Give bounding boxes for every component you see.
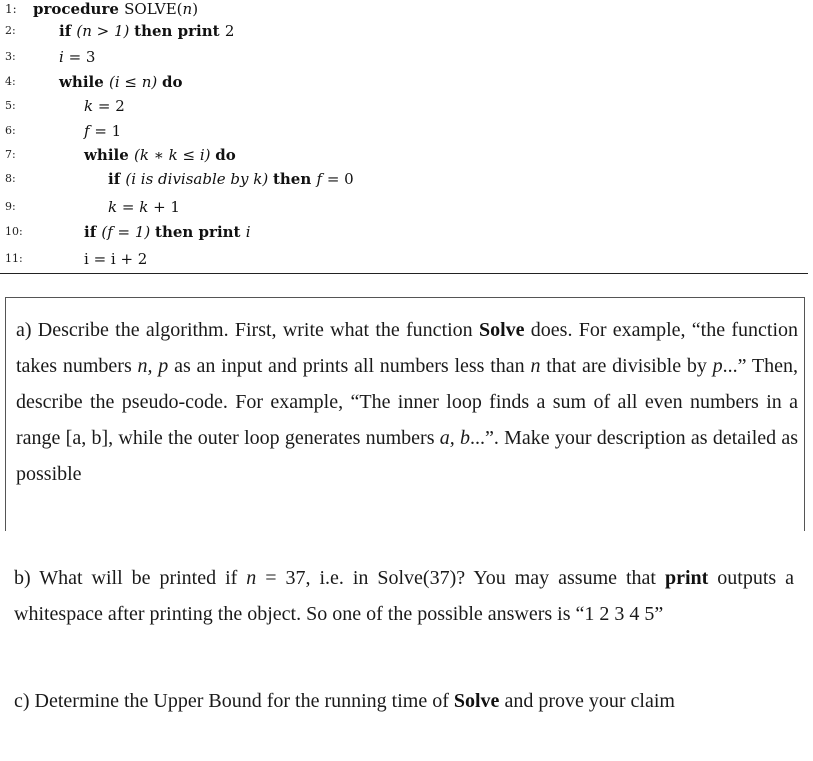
code-text: [84, 93, 125, 119]
code-token: (f = 1): [101, 223, 156, 241]
question-c-text: c) Determine the Upper Bound for the running time of: [14, 690, 454, 712]
code-token: k: [139, 198, 149, 216]
code-token: i = i + 2: [84, 250, 148, 268]
algorithm-bottom-rule: [0, 273, 808, 274]
code-token: while: [84, 146, 134, 164]
question-a-text: as an input and prints all numbers less than: [168, 355, 531, 377]
code-text: [108, 166, 354, 192]
code-token: k: [108, 198, 118, 216]
line-number: 4:: [5, 75, 16, 88]
code-token: f: [84, 122, 90, 140]
question-a-text: , while the outer loop generates numbers: [108, 427, 440, 449]
code-text: [84, 219, 251, 245]
line-number: 1:: [5, 2, 17, 16]
code-token: if: [84, 223, 102, 241]
code-token: =: [117, 198, 140, 216]
code-token: i: [59, 48, 64, 66]
code-text: [84, 246, 147, 272]
code-token: SOLVE(: [124, 0, 183, 18]
algorithm-listing: [0, 0, 813, 274]
question-a-text: does. For example, “the function takes numbers: [16, 319, 798, 377]
line-number: 3:: [5, 50, 16, 63]
code-token: 2: [224, 22, 235, 40]
question-a-text: a) Describe the algorithm. First, write what the function: [16, 319, 479, 341]
code-token: = 0: [322, 170, 354, 188]
question-b-text: = 37, i.e. in Solve(37)? You may assume that: [256, 567, 665, 589]
code-token: while: [59, 73, 109, 91]
line-number: 2:: [5, 24, 16, 37]
question-a-text: ...”. Make your description as detailed as possible: [16, 427, 799, 485]
code-token: (i is divisable by k): [125, 170, 273, 188]
line-number: 8:: [5, 172, 16, 185]
code-token: f: [316, 170, 323, 188]
code-token: do: [215, 146, 236, 164]
code-token: n: [182, 0, 193, 18]
code-text: [84, 118, 121, 144]
solve-term: Solve: [478, 319, 525, 341]
solve-term: Solve: [453, 690, 500, 712]
code-token: then: [272, 170, 317, 188]
code-token: = 3: [63, 48, 96, 66]
question-a-text: ...” Then, describe the pseudo-code. For example, “The inner loop finds a sum of all even numbers in a range: [16, 355, 799, 449]
code-token: do: [162, 73, 183, 91]
code-token: ): [192, 0, 199, 18]
line-number: 5:: [5, 99, 16, 112]
code-token: = 1: [89, 122, 122, 140]
question-b-text: outputs a whitespace after printing the object. So one of the possible answers is “1 2 3 4 5”: [14, 567, 795, 625]
print-term: print: [664, 567, 709, 589]
line-number: 9:: [5, 200, 16, 213]
line-number: 6:: [5, 124, 16, 137]
code-token: (k ∗ k ≤ i): [133, 146, 216, 164]
code-token: = 2: [93, 97, 125, 115]
code-token: then print: [155, 223, 246, 241]
code-token: k: [84, 97, 94, 115]
code-text: [84, 142, 236, 168]
code-token: + 1: [148, 198, 180, 216]
code-text: [108, 194, 180, 220]
code-token: if: [59, 22, 77, 40]
math-term: p: [712, 355, 723, 377]
question-c: [14, 683, 794, 719]
question-b: [14, 560, 794, 632]
question-a-text: that are divisible by: [540, 355, 713, 377]
math-term: n, p: [137, 355, 169, 377]
question-c-text: and prove your claim: [499, 690, 675, 712]
code-text: [59, 69, 183, 95]
code-token: then print: [134, 22, 225, 40]
question-b-text: b) What will be printed if: [14, 567, 247, 589]
question-a: [16, 312, 798, 492]
code-token: (n > 1): [76, 22, 135, 40]
math-term: n: [530, 355, 541, 377]
code-token: if: [108, 170, 126, 188]
code-token: (i ≤ n): [108, 73, 163, 91]
math-term: [a, b]: [65, 427, 109, 449]
line-number: 7:: [5, 148, 16, 161]
code-text: [59, 18, 234, 44]
math-term: a, b: [439, 427, 470, 449]
code-token: i: [245, 223, 251, 241]
line-number: 11:: [5, 252, 23, 265]
math-term: n: [246, 567, 257, 589]
code-token: procedure: [33, 0, 125, 18]
line-number: 10:: [5, 225, 23, 238]
code-text: [59, 44, 95, 70]
